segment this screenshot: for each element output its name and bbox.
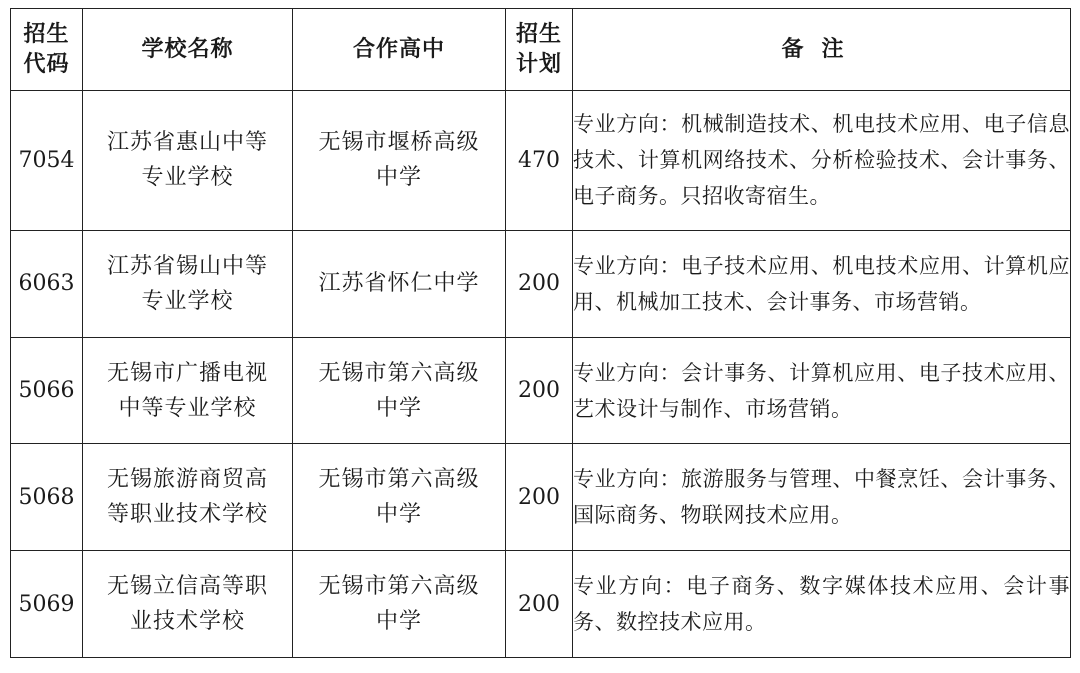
header-code-line2: 代码 bbox=[23, 51, 70, 77]
header-plan-line2: 计划 bbox=[515, 51, 562, 77]
table-row bbox=[11, 230, 1071, 337]
cell-school-line: 无锡立信高等职 bbox=[106, 574, 268, 600]
cell-high-school bbox=[293, 337, 506, 444]
header-plan bbox=[506, 9, 573, 91]
cell-code: 5068 bbox=[11, 444, 83, 551]
cell-plan: 200 bbox=[506, 230, 573, 337]
cell-plan: 470 bbox=[506, 91, 573, 231]
cell-plan: 200 bbox=[506, 337, 573, 444]
cell-high-school-line: 中学 bbox=[375, 165, 422, 191]
cell-notes: 专业方向：机械制造技术、机电技术应用、电子信息技术、计算机网络技术、分析检验技术、会计事务、电子商务。只招收寄宿生。 bbox=[573, 91, 1071, 231]
cell-high-school-line: 无锡市第六高级 bbox=[318, 360, 480, 386]
cell-school bbox=[83, 230, 293, 337]
cell-school bbox=[83, 551, 293, 658]
cell-high-school-line: 无锡市第六高级 bbox=[318, 574, 480, 600]
table-row bbox=[11, 91, 1071, 231]
cell-notes: 专业方向：电子商务、数字媒体技术应用、会计事务、数控技术应用。 bbox=[573, 551, 1071, 658]
cell-school-line: 无锡市广播电视 bbox=[106, 360, 268, 386]
cell-school-line: 等职业技术学校 bbox=[106, 502, 268, 528]
cell-plan: 200 bbox=[506, 444, 573, 551]
cell-high-school bbox=[293, 91, 506, 231]
header-notes: 备注 bbox=[573, 9, 1071, 91]
table-row bbox=[11, 444, 1071, 551]
cell-high-school bbox=[293, 444, 506, 551]
cell-school-line: 江苏省锡山中等 bbox=[106, 253, 268, 279]
table-row bbox=[11, 551, 1071, 658]
cell-high-school-line: 无锡市第六高级 bbox=[318, 467, 480, 493]
cell-code: 5069 bbox=[11, 551, 83, 658]
cell-school-line: 专业学校 bbox=[141, 165, 234, 191]
cell-high-school bbox=[293, 551, 506, 658]
cell-notes: 专业方向：会计事务、计算机应用、电子技术应用、艺术设计与制作、市场营销。 bbox=[573, 337, 1071, 444]
header-code bbox=[11, 9, 83, 91]
cell-code: 6063 bbox=[11, 230, 83, 337]
cell-notes: 专业方向：旅游服务与管理、中餐烹饪、会计事务、国际商务、物联网技术应用。 bbox=[573, 444, 1071, 551]
cell-code: 7054 bbox=[11, 91, 83, 231]
cell-high-school-line: 江苏省怀仁中学 bbox=[318, 271, 480, 297]
cell-high-school bbox=[293, 230, 506, 337]
header-school: 学校名称 bbox=[83, 9, 293, 91]
cell-school-line: 业技术学校 bbox=[129, 609, 245, 635]
cell-school bbox=[83, 91, 293, 231]
cell-notes: 专业方向：电子技术应用、机电技术应用、计算机应用、机械加工技术、会计事务、市场营销。 bbox=[573, 230, 1071, 337]
header-high-school: 合作高中 bbox=[293, 9, 506, 91]
header-code-line1: 招生 bbox=[23, 21, 70, 47]
cell-high-school-line: 无锡市堰桥高级 bbox=[318, 130, 480, 156]
cell-school-line: 中等专业学校 bbox=[118, 395, 257, 421]
admissions-table bbox=[10, 8, 1071, 658]
table-row bbox=[11, 337, 1071, 444]
cell-plan: 200 bbox=[506, 551, 573, 658]
cell-school bbox=[83, 337, 293, 444]
cell-code: 5066 bbox=[11, 337, 83, 444]
header-plan-line1: 招生 bbox=[515, 21, 562, 47]
cell-high-school-line: 中学 bbox=[375, 609, 422, 635]
cell-school-line: 无锡旅游商贸高 bbox=[106, 467, 268, 493]
cell-school-line: 江苏省惠山中等 bbox=[106, 130, 268, 156]
cell-high-school-line: 中学 bbox=[375, 395, 422, 421]
cell-school-line: 专业学校 bbox=[141, 288, 234, 314]
cell-high-school-line: 中学 bbox=[375, 502, 422, 528]
table-header-row bbox=[11, 9, 1071, 91]
cell-school bbox=[83, 444, 293, 551]
